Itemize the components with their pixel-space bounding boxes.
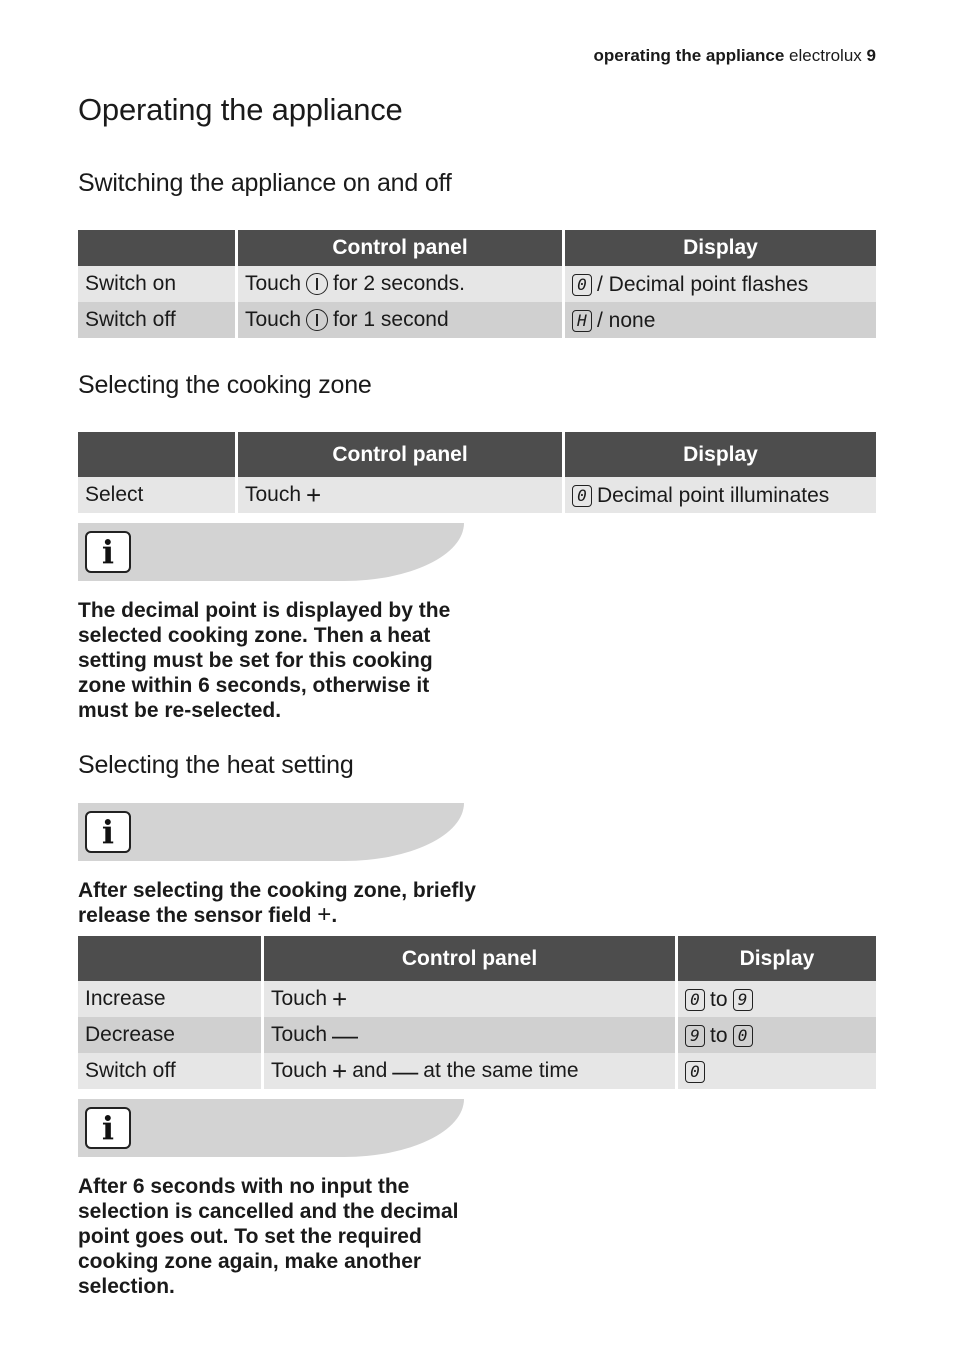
touch-label: Touch	[245, 483, 302, 506]
table-row	[78, 981, 876, 1017]
segment-digit: 9	[685, 1025, 705, 1047]
segment-digit: 0	[572, 485, 592, 507]
zone-table	[75, 432, 879, 513]
info-bar	[78, 523, 464, 581]
col-header-display: Display	[565, 230, 876, 266]
segment-digit: 0	[685, 1061, 705, 1083]
col-header-control-panel: Control panel	[264, 936, 675, 981]
table-row	[78, 1017, 876, 1053]
touch-label: Touch	[271, 987, 328, 1010]
segment-digit: 0	[733, 1025, 753, 1047]
segment-digit: 0	[685, 989, 705, 1011]
segment-digit: 9	[733, 989, 753, 1011]
table-row	[78, 477, 876, 513]
info-bar	[78, 1099, 464, 1157]
touch-label: Touch	[271, 1059, 328, 1082]
table-row	[78, 302, 876, 338]
row-action: Switch off	[78, 302, 235, 338]
plus-icon: +	[332, 984, 348, 1014]
info-bar	[78, 803, 464, 861]
duration-text: for 2 seconds.	[333, 272, 465, 295]
to-word: to	[710, 987, 728, 1011]
row-action: Switch on	[78, 266, 235, 302]
section-heading-onoff: Switching the appliance on and off	[78, 169, 452, 197]
touch-label: Touch	[245, 272, 302, 295]
note-end: .	[331, 904, 338, 927]
row-action: Increase	[78, 981, 261, 1017]
row-action: Select	[78, 477, 235, 513]
col-header-display: Display	[678, 936, 876, 981]
heat-table	[75, 936, 879, 1089]
touch-label: Touch	[245, 308, 302, 331]
segment-digit: 0	[572, 274, 592, 296]
table-row	[78, 1053, 876, 1089]
col-header-control-panel: Control panel	[238, 230, 562, 266]
to-word: to	[710, 1023, 728, 1047]
info-icon: i	[85, 531, 131, 573]
col-header-blank	[78, 432, 235, 477]
row-action: Switch off	[78, 1053, 261, 1089]
col-header-display: Display	[565, 432, 876, 477]
note-text: After selecting the cooking zone, briefly release the sensor field	[78, 879, 476, 927]
info-note-heat-before	[78, 878, 498, 928]
plus-icon: +	[317, 901, 332, 928]
info-note-zone: The decimal point is displayed by the selected cooking zone. Then a heat setting must be set for this cooking zone within 6 seconds, otherwise it must be re-selected.	[78, 599, 451, 722]
minus-icon: —	[392, 1056, 419, 1086]
same-time-text: at the same time	[423, 1059, 579, 1082]
minus-icon: —	[332, 1020, 359, 1050]
running-header	[593, 46, 876, 66]
info-icon: i	[85, 811, 131, 853]
table-row	[78, 266, 876, 302]
power-icon	[306, 309, 328, 331]
section-heading-heat: Selecting the heat setting	[78, 751, 354, 779]
header-page-number: 9	[866, 46, 876, 65]
display-text: Decimal point illuminates	[597, 483, 830, 507]
and-word: and	[352, 1059, 388, 1082]
onoff-table	[75, 230, 879, 338]
header-section: operating the appliance	[593, 46, 785, 65]
col-header-control-panel: Control panel	[238, 432, 562, 477]
header-brand: electrolux	[789, 46, 862, 65]
section-heading-zone: Selecting the cooking zone	[78, 371, 372, 399]
page-title: Operating the appliance	[78, 92, 403, 127]
row-action: Decrease	[78, 1017, 261, 1053]
plus-icon: +	[332, 1056, 348, 1086]
col-header-blank	[78, 936, 261, 981]
info-icon: i	[85, 1107, 131, 1149]
col-header-blank	[78, 230, 235, 266]
display-text: / Decimal point flashes	[597, 272, 809, 296]
segment-digit: H	[572, 310, 592, 332]
power-icon	[306, 273, 328, 295]
display-text: / none	[597, 308, 656, 332]
duration-text: for 1 second	[333, 308, 449, 331]
touch-label: Touch	[271, 1023, 328, 1046]
info-note-heat-after: After 6 seconds with no input the selection is cancelled and the decimal point goes out. To set the required cooking zone again, make another selection.	[78, 1175, 459, 1298]
plus-icon: +	[306, 480, 322, 510]
